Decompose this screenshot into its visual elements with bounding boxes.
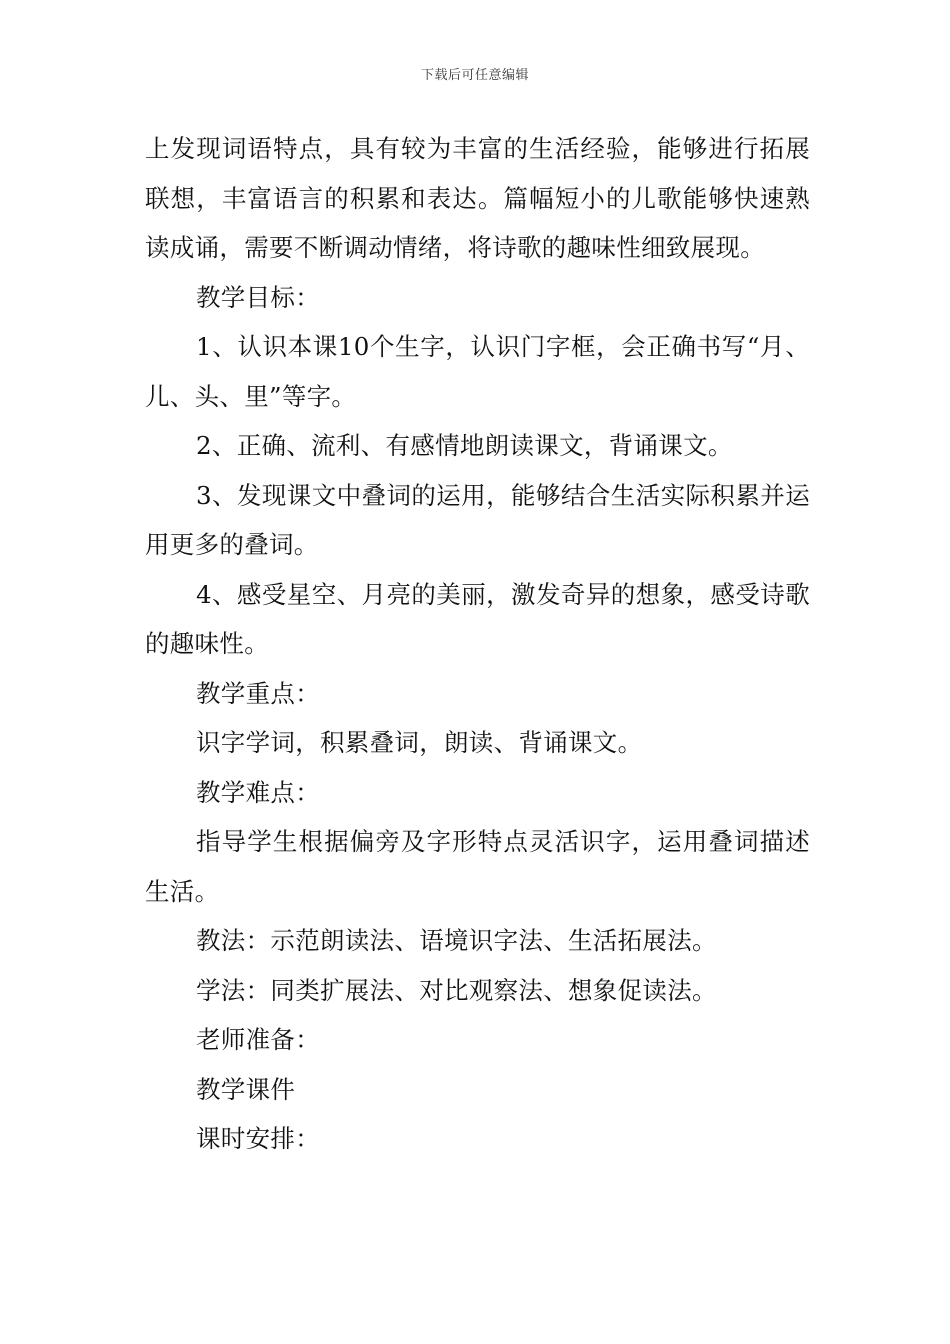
heading-key-points: 教学重点： [196, 678, 320, 708]
goal-item-2: 2、正确、流利、有感情地朗读课文，背诵课文。 [196, 431, 733, 460]
paragraph-intro-continuation: 上发现词语特点，具有较为丰富的生活经验，能够进行拓展联想，丰富语言的积累和表达。篇幅短小的儿歌能够快速熟读成诵，需要不断调动情绪，将诗歌的趣味性细致展现。 [145, 134, 810, 262]
teacher-prep-text: 教学课件 [196, 1074, 296, 1104]
difficulties-text: 指导学生根据偏旁及字形特点灵活识字，运用叠词描述生活。 [145, 827, 810, 906]
document-body [145, 124, 810, 1164]
heading-teacher-prep: 老师准备： [196, 1025, 320, 1054]
goal-item-3: 3、发现课文中叠词的运用，能够结合生活实际积累并运用更多的叠词。 [145, 480, 810, 559]
heading-teaching-goals: 教学目标： [196, 282, 320, 312]
heading-difficulties: 教学难点： [196, 777, 320, 807]
goal-item-1: 1、认识本课10个生字，认识门字框，会正确书写“月、儿、头、里”等字。 [145, 332, 810, 411]
page-header: 下载后可任意编辑 [420, 68, 529, 83]
teaching-methods: 教法：示范朗读法、语境识字法、生活拓展法。 [196, 926, 717, 955]
heading-schedule: 课时安排： [196, 1124, 320, 1153]
learning-methods: 学法：同类扩展法、对比观察法、想象促读法。 [196, 975, 717, 1005]
key-points-text: 识字学词，积累叠词，朗读、背诵课文。 [196, 728, 643, 757]
goal-item-4: 4、感受星空、月亮的美丽，激发奇异的想象，感受诗歌的趣味性。 [145, 579, 810, 658]
